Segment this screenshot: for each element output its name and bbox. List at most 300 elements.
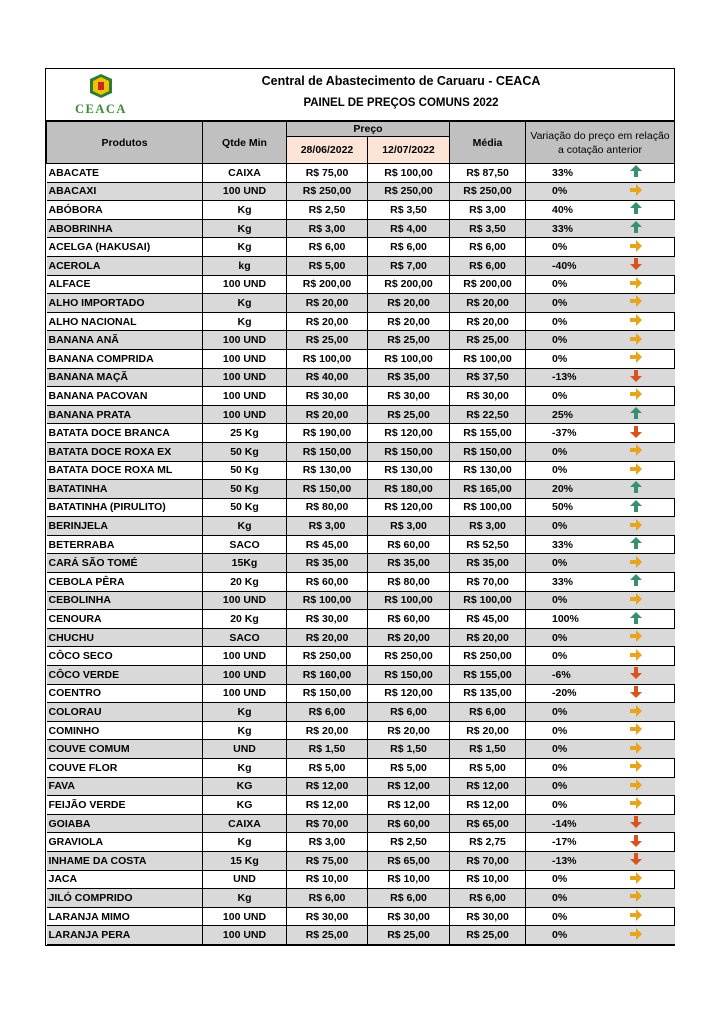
min-quantity: Kg [203,889,287,908]
table-row [47,164,675,183]
table-row [47,666,675,685]
min-quantity: KG [203,777,287,796]
arrow-down-icon [630,816,642,828]
trend-arrow-right-icon [598,721,675,740]
product-name: BANANA PRATA [47,405,203,424]
price-date1: R$ 40,00 [287,368,368,387]
price-date2: R$ 100,00 [368,591,450,610]
arrow-up-icon [630,202,642,214]
arrow-right-icon [630,184,642,196]
arrow-down-icon [630,370,642,382]
min-quantity: CAIXA [203,164,287,183]
product-name: FEIJÃO VERDE [47,796,203,815]
price-variation: 0% [526,777,598,796]
trend-arrow-down-icon [598,684,675,703]
price-variation: 0% [526,331,598,350]
price-date2: R$ 2,50 [368,833,450,852]
table-row [47,480,675,499]
trend-arrow-up-icon [598,498,675,517]
price-average: R$ 100,00 [450,591,526,610]
product-name: GOIABA [47,814,203,833]
price-date1: R$ 10,00 [287,870,368,889]
ceaca-logo [66,73,136,117]
price-date1: R$ 5,00 [287,759,368,778]
trend-arrow-right-icon [598,294,675,313]
price-date2: R$ 4,00 [368,219,450,238]
arrow-right-icon [630,240,642,252]
min-quantity: 50 Kg [203,498,287,517]
trend-arrow-right-icon [598,703,675,722]
price-average: R$ 20,00 [450,721,526,740]
price-date1: R$ 3,00 [287,833,368,852]
product-name: CÔCO SECO [47,647,203,666]
min-quantity: 50 Kg [203,480,287,499]
price-variation: 0% [526,461,598,480]
price-date1: R$ 30,00 [287,387,368,406]
product-name: CEBOLA PÊRA [47,573,203,592]
price-average: R$ 165,00 [450,480,526,499]
price-average: R$ 20,00 [450,294,526,313]
price-date2: R$ 1,50 [368,740,450,759]
min-quantity: UND [203,740,287,759]
trend-arrow-down-icon [598,424,675,443]
price-date1: R$ 30,00 [287,907,368,926]
product-name: ABACATE [47,164,203,183]
table-row [47,777,675,796]
price-variation: 0% [526,349,598,368]
price-variation: 0% [526,554,598,573]
min-quantity: UND [203,870,287,889]
price-date1: R$ 1,50 [287,740,368,759]
price-date2: R$ 65,00 [368,851,450,870]
table-row [47,610,675,629]
price-date1: R$ 250,00 [287,647,368,666]
min-quantity: Kg [203,238,287,257]
price-average: R$ 1,50 [450,740,526,759]
trend-arrow-right-icon [598,387,675,406]
price-date1: R$ 6,00 [287,238,368,257]
min-quantity: 15Kg [203,554,287,573]
price-date2: R$ 30,00 [368,907,450,926]
product-name: ALHO IMPORTADO [47,294,203,313]
min-quantity: 100 UND [203,684,287,703]
price-variation: -20% [526,684,598,703]
price-variation: 100% [526,610,598,629]
min-quantity: 100 UND [203,926,287,945]
product-name: CEBOLINHA [47,591,203,610]
price-variation: 50% [526,498,598,517]
table-row [47,833,675,852]
min-quantity: 20 Kg [203,573,287,592]
product-name: BANANA MAÇÃ [47,368,203,387]
logo-text: CEACA [75,102,127,116]
table-row [47,721,675,740]
price-date2: R$ 80,00 [368,573,450,592]
price-variation: 0% [526,796,598,815]
table-row [47,814,675,833]
table-row [47,535,675,554]
price-variation: 0% [526,703,598,722]
arrow-up-icon [630,221,642,233]
price-date2: R$ 25,00 [368,405,450,424]
arrow-up-icon [630,612,642,624]
price-date1: R$ 70,00 [287,814,368,833]
col-header-produtos: Produtos [47,122,203,164]
table-row [47,759,675,778]
price-date2: R$ 100,00 [368,349,450,368]
price-date2: R$ 130,00 [368,461,450,480]
price-variation: 25% [526,405,598,424]
trend-arrow-down-icon [598,851,675,870]
arrow-right-icon [630,909,642,921]
product-name: BATATA DOCE BRANCA [47,424,203,443]
arrow-down-icon [630,426,642,438]
product-name: BERINJELA [47,517,203,536]
min-quantity: 100 UND [203,591,287,610]
product-name: COLORAU [47,703,203,722]
price-date2: R$ 30,00 [368,387,450,406]
trend-arrow-up-icon [598,573,675,592]
price-date2: R$ 35,00 [368,368,450,387]
price-date1: R$ 3,00 [287,517,368,536]
table-row [47,331,675,350]
price-average: R$ 10,00 [450,870,526,889]
trend-arrow-right-icon [598,442,675,461]
arrow-right-icon [630,928,642,940]
table-row [47,294,675,313]
price-variation: 0% [526,387,598,406]
price-date1: R$ 3,00 [287,219,368,238]
price-date2: R$ 6,00 [368,703,450,722]
price-date1: R$ 20,00 [287,405,368,424]
min-quantity: Kg [203,833,287,852]
price-date1: R$ 6,00 [287,703,368,722]
trend-arrow-right-icon [598,554,675,573]
min-quantity: 100 UND [203,405,287,424]
product-name: JILÓ COMPRIDO [47,889,203,908]
trend-arrow-right-icon [598,517,675,536]
price-date2: R$ 12,00 [368,796,450,815]
trend-arrow-down-icon [598,256,675,275]
product-name: CENOURA [47,610,203,629]
price-average: R$ 6,00 [450,238,526,257]
price-date2: R$ 10,00 [368,870,450,889]
table-row [47,907,675,926]
price-date1: R$ 2,50 [287,201,368,220]
min-quantity: Kg [203,517,287,536]
arrow-right-icon [630,742,642,754]
trend-arrow-right-icon [598,870,675,889]
min-quantity: 20 Kg [203,610,287,629]
product-name: ACEROLA [47,256,203,275]
table-row [47,182,675,201]
product-name: BATATINHA (PIRULITO) [47,498,203,517]
price-date1: R$ 12,00 [287,796,368,815]
product-name: COENTRO [47,684,203,703]
price-date1: R$ 75,00 [287,851,368,870]
min-quantity: Kg [203,721,287,740]
price-variation: 0% [526,182,598,201]
trend-arrow-right-icon [598,331,675,350]
trend-arrow-right-icon [598,461,675,480]
product-name: ALFACE [47,275,203,294]
min-quantity: Kg [203,312,287,331]
price-date1: R$ 75,00 [287,164,368,183]
arrow-right-icon [630,760,642,772]
table-row [47,219,675,238]
price-average: R$ 30,00 [450,907,526,926]
price-date2: R$ 20,00 [368,312,450,331]
price-variation: 0% [526,591,598,610]
price-date1: R$ 250,00 [287,182,368,201]
page-title: Central de Abastecimento de Caruaru - CEACA [261,74,541,88]
arrow-right-icon [630,388,642,400]
min-quantity: Kg [203,294,287,313]
price-date2: R$ 20,00 [368,294,450,313]
price-variation: 33% [526,535,598,554]
price-variation: 0% [526,870,598,889]
min-quantity: Kg [203,703,287,722]
arrow-right-icon [630,593,642,605]
min-quantity: 100 UND [203,275,287,294]
arrow-right-icon [630,463,642,475]
product-name: BANANA PACOVAN [47,387,203,406]
table-row [47,554,675,573]
price-variation: 33% [526,164,598,183]
price-date2: R$ 25,00 [368,926,450,945]
price-date1: R$ 20,00 [287,312,368,331]
price-date1: R$ 6,00 [287,889,368,908]
col-header-variacao: Variação do preço em relação a cotação anterior [526,122,675,164]
min-quantity: Kg [203,219,287,238]
price-date1: R$ 30,00 [287,610,368,629]
price-variation: -6% [526,666,598,685]
price-date2: R$ 250,00 [368,182,450,201]
price-variation: 0% [526,907,598,926]
product-name: CÔCO VERDE [47,666,203,685]
min-quantity: CAIXA [203,814,287,833]
product-name: ACELGA (HAKUSAI) [47,238,203,257]
product-name: COMINHO [47,721,203,740]
price-date2: R$ 120,00 [368,684,450,703]
price-average: R$ 250,00 [450,182,526,201]
min-quantity: 100 UND [203,331,287,350]
table-row [47,312,675,331]
arrow-right-icon [630,630,642,642]
price-date2: R$ 250,00 [368,647,450,666]
price-variation: -40% [526,256,598,275]
trend-arrow-right-icon [598,182,675,201]
arrow-up-icon [630,481,642,493]
price-date1: R$ 100,00 [287,591,368,610]
table-row [47,796,675,815]
min-quantity: 100 UND [203,182,287,201]
price-date2: R$ 20,00 [368,628,450,647]
table-row [47,498,675,517]
min-quantity: SACO [203,628,287,647]
price-date1: R$ 60,00 [287,573,368,592]
trend-arrow-up-icon [598,164,675,183]
trend-arrow-right-icon [598,777,675,796]
product-name: JACA [47,870,203,889]
arrow-up-icon [630,537,642,549]
price-date1: R$ 35,00 [287,554,368,573]
product-name: COUVE COMUM [47,740,203,759]
trend-arrow-right-icon [598,907,675,926]
arrow-up-icon [630,500,642,512]
table-row [47,275,675,294]
arrow-down-icon [630,258,642,270]
price-average: R$ 20,00 [450,312,526,331]
price-average: R$ 87,50 [450,164,526,183]
table-row [47,461,675,480]
price-table [46,121,675,945]
product-name: GRAVIOLA [47,833,203,852]
min-quantity: Kg [203,201,287,220]
ceaca-emblem-icon [89,73,113,99]
product-name: LARANJA PERA [47,926,203,945]
trend-arrow-right-icon [598,889,675,908]
price-variation: 0% [526,889,598,908]
price-date1: R$ 25,00 [287,926,368,945]
price-variation: 0% [526,294,598,313]
price-variation: 0% [526,740,598,759]
price-date1: R$ 20,00 [287,721,368,740]
price-date2: R$ 5,00 [368,759,450,778]
arrow-right-icon [630,333,642,345]
min-quantity: 100 UND [203,349,287,368]
price-date2: R$ 150,00 [368,442,450,461]
arrow-right-icon [630,444,642,456]
arrow-right-icon [630,556,642,568]
min-quantity: 100 UND [203,368,287,387]
price-average: R$ 130,00 [450,461,526,480]
price-average: R$ 12,00 [450,777,526,796]
product-name: BETERRABA [47,535,203,554]
price-average: R$ 20,00 [450,628,526,647]
col-header-date2: 12/07/2022 [368,137,450,164]
arrow-right-icon [630,890,642,902]
price-date2: R$ 60,00 [368,610,450,629]
arrow-right-icon [630,705,642,717]
trend-arrow-right-icon [598,759,675,778]
price-date2: R$ 12,00 [368,777,450,796]
price-variation: -37% [526,424,598,443]
trend-arrow-down-icon [598,833,675,852]
price-date1: R$ 160,00 [287,666,368,685]
arrow-down-icon [630,686,642,698]
table-row [47,201,675,220]
price-average: R$ 2,75 [450,833,526,852]
table-row [47,851,675,870]
table-row [47,368,675,387]
price-average: R$ 37,50 [450,368,526,387]
price-date2: R$ 3,00 [368,517,450,536]
arrow-right-icon [630,277,642,289]
price-average: R$ 25,00 [450,331,526,350]
price-average: R$ 250,00 [450,647,526,666]
table-row [47,256,675,275]
table-row [47,573,675,592]
price-sheet [45,68,675,946]
price-date2: R$ 120,00 [368,424,450,443]
product-name: BATATA DOCE ROXA ML [47,461,203,480]
table-row [47,591,675,610]
price-variation: 0% [526,238,598,257]
price-average: R$ 150,00 [450,442,526,461]
price-date1: R$ 25,00 [287,331,368,350]
price-variation: 40% [526,201,598,220]
trend-arrow-right-icon [598,740,675,759]
product-name: INHAME DA COSTA [47,851,203,870]
price-average: R$ 30,00 [450,387,526,406]
price-date1: R$ 150,00 [287,480,368,499]
product-name: CARÁ SÃO TOMÉ [47,554,203,573]
price-variation: 0% [526,275,598,294]
table-row [47,684,675,703]
table-row [47,647,675,666]
price-date2: R$ 3,50 [368,201,450,220]
table-row [47,703,675,722]
table-row [47,442,675,461]
trend-arrow-right-icon [598,238,675,257]
price-date1: R$ 200,00 [287,275,368,294]
price-date2: R$ 180,00 [368,480,450,499]
product-name: BANANA ANÃ [47,331,203,350]
price-variation: -13% [526,851,598,870]
sheet-header [46,69,674,121]
price-date1: R$ 150,00 [287,684,368,703]
arrow-right-icon [630,314,642,326]
price-date2: R$ 20,00 [368,721,450,740]
min-quantity: 50 Kg [203,461,287,480]
arrow-down-icon [630,835,642,847]
product-name: CHUCHU [47,628,203,647]
product-name: LARANJA MIMO [47,907,203,926]
price-variation: -17% [526,833,598,852]
arrow-down-icon [630,853,642,865]
price-average: R$ 25,00 [450,926,526,945]
price-variation: 0% [526,517,598,536]
product-name: ABÓBORA [47,201,203,220]
trend-arrow-down-icon [598,666,675,685]
min-quantity: 15 Kg [203,851,287,870]
col-header-date1: 28/06/2022 [287,137,368,164]
min-quantity: 100 UND [203,907,287,926]
product-name: BANANA COMPRIDA [47,349,203,368]
trend-arrow-right-icon [598,591,675,610]
arrow-right-icon [630,872,642,884]
price-date1: R$ 100,00 [287,349,368,368]
trend-arrow-up-icon [598,219,675,238]
min-quantity: 100 UND [203,666,287,685]
trend-arrow-right-icon [598,647,675,666]
arrow-right-icon [630,295,642,307]
min-quantity: 25 Kg [203,424,287,443]
table-row [47,387,675,406]
price-variation: 0% [526,312,598,331]
price-average: R$ 135,00 [450,684,526,703]
table-row [47,870,675,889]
trend-arrow-up-icon [598,201,675,220]
price-date2: R$ 60,00 [368,535,450,554]
table-row [47,740,675,759]
price-date1: R$ 190,00 [287,424,368,443]
price-date2: R$ 60,00 [368,814,450,833]
price-date2: R$ 150,00 [368,666,450,685]
table-row [47,628,675,647]
arrow-down-icon [630,667,642,679]
